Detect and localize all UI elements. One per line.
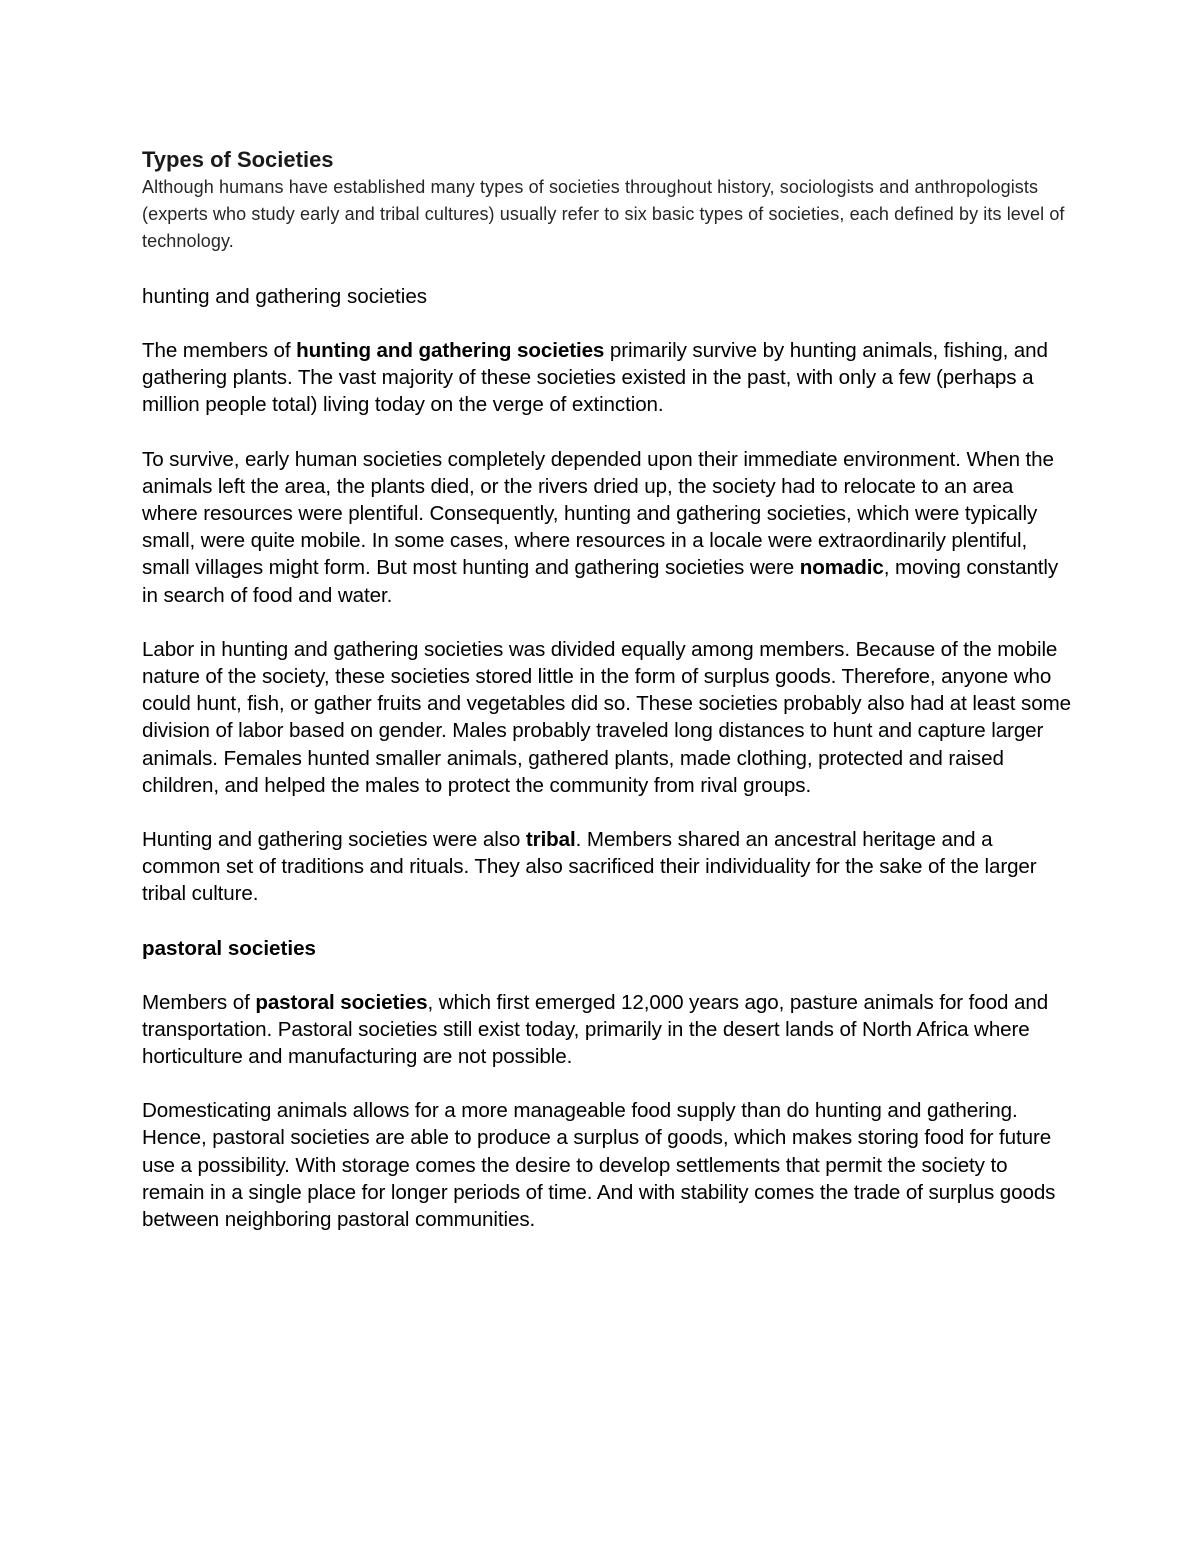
text-run: To survive, early human societies completely depended upon their immediate environment. When the animals left the area, the plants died, or the rivers dried up, the society had to relocate to an area where resources were plentiful. Consequently, hunting and gathering societies, which were typically small, were quite mobile. In some cases, where resources in a locale were extraordinarily plentiful, small villages might form. But most hunting and gathering societies were (142, 447, 1054, 580)
text-run: The members of (142, 339, 297, 362)
text-run: . Members shared an ancestral heritage and a common set of traditions and rituals. They also sacrificed their individuality for the sake of the larger tribal culture. (142, 828, 1037, 906)
text-run: , moving constantly in search of food and water. (142, 556, 1059, 607)
paragraph-hunting-tribal (142, 826, 1072, 908)
bold-term: hunting and gathering societies (296, 339, 605, 362)
bold-term: nomadic (799, 556, 884, 580)
bold-term: tribal (525, 828, 576, 852)
intro-paragraph: Although humans have established many types of societies throughout history, sociologists and anthropologists (experts who study early and tribal cultures) usually refer to six basic types of societies, each defined by its level of technology. (142, 177, 1065, 251)
paragraph-hunting-intro (142, 337, 1072, 419)
text-run: Members of (142, 990, 256, 1014)
bold-term: pastoral societies (255, 990, 428, 1014)
text-run: Hunting and gathering societies were also (142, 828, 526, 852)
paragraph-pastoral-intro (142, 989, 1072, 1071)
document-page (142, 146, 1072, 1260)
paragraph-hunting-labor: Labor in hunting and gathering societies was divided equally among members. Because of the mobile nature of the society, these societies stored little in the form of surplus goods. Therefore, anyone who could hunt, fish, or gather fruits and vegetables did so. These societies probably also had at least some division of labor based on gender. Males probably traveled long distances to hunt and capture larger animals. Females hunted smaller animals, gathered plants, made clothing, protected and raised children, and helped the males to protect the community from rival groups. (142, 637, 1071, 797)
section-heading-hunting-gathering: hunting and gathering societies (142, 285, 428, 308)
text-run: , which first emerged 12,000 years ago, pasture animals for food and transportation. Pastoral societies still exist today, primarily in the desert lands of North Africa where horticulture and manufacturing are not possible. (142, 990, 1049, 1069)
document-title: Types of Societies (142, 147, 334, 172)
text-run: primarily survive by hunting animals, fishing, and gathering plants. The vast majority of these societies existed in the past, with only a few (perhaps a million people total) living today on the verge of extinction. (142, 339, 1048, 417)
paragraph-pastoral-domestication: Domesticating animals allows for a more manageable food supply than do hunting and gathering. Hence, pastoral societies are able to produce a surplus of goods, which makes storing food for future use a possibility. With storage comes the desire to develop settlements that permit the society to remain in a single place for longer periods of time. And with stability comes the trade of surplus goods between neighboring pastoral communities. (142, 1099, 1056, 1232)
paragraph-hunting-survival (142, 446, 1072, 609)
section-heading-pastoral: pastoral societies (142, 936, 316, 960)
